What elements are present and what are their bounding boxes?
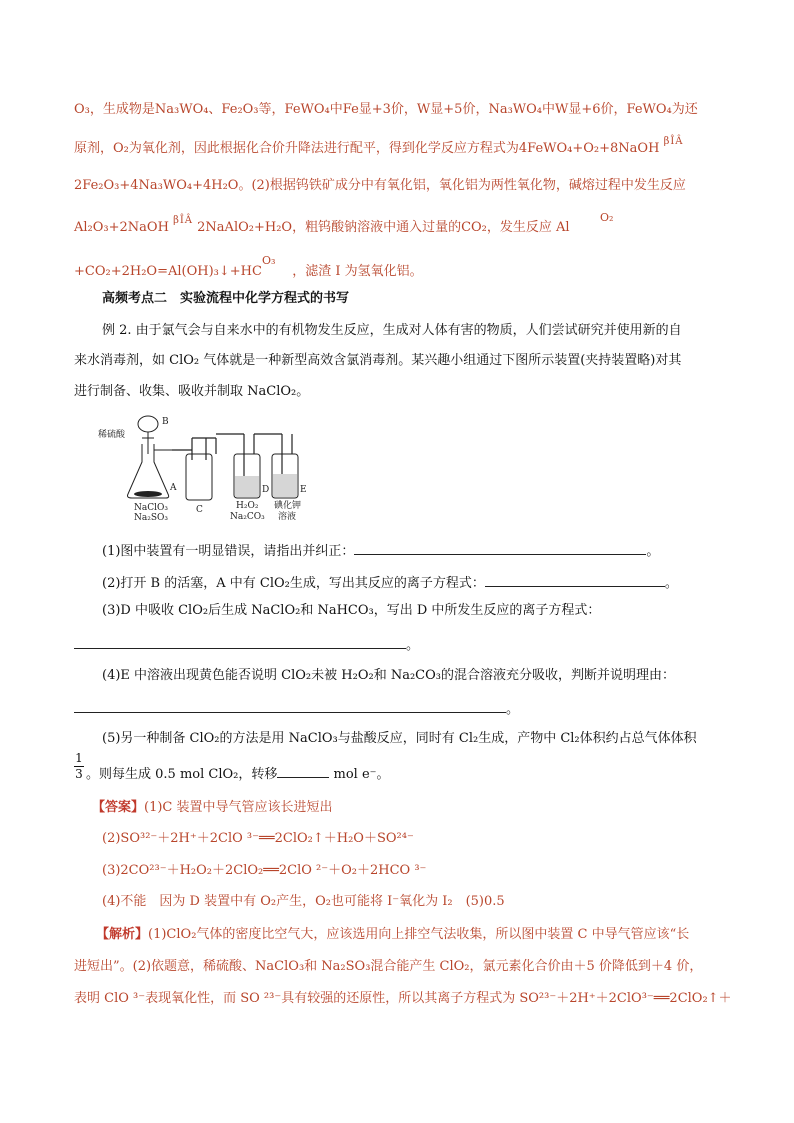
label-e: E [300, 485, 307, 495]
example-line-3: 进行制备、收集、吸收并制取 NaClO₂。 [74, 384, 310, 399]
analysis-line-2: 进短出”。(2)依题意，稀硫酸、NaClO₃和 Na₂SO₃混合能产生 ClO₂，氯元素化合价由＋5 价降低到＋4 价， [74, 959, 703, 974]
answer-blank-1[interactable] [354, 540, 646, 555]
example-line-2: 来水消毒剂，如 ClO₂ 气体就是一种新型高效含氯消毒剂。某兴趣小组通过下图所示装置(夹持装置略)对其 [74, 353, 682, 368]
label-d-reagent-2: Na₂CO₃ [230, 512, 265, 522]
liquid-e [273, 474, 297, 497]
prev-line-2 [74, 136, 684, 159]
solid-reagent [134, 491, 162, 497]
fraction-denominator: 3 [75, 767, 83, 781]
label-a: A [170, 483, 177, 493]
label-dilute-acid: 稀硫酸 [98, 430, 126, 440]
question-2: (2)打开 B 的活塞，A 中有 ClO₂生成，写出其反应的离子方程式： 。 [102, 572, 678, 593]
apparatus-diagram [96, 410, 316, 522]
answer-3: (3)2CO²³⁻＋H₂O₂＋2ClO₂══2ClO ²⁻＋O₂＋2HCO ³⁻ [102, 863, 427, 878]
answer-blank-2[interactable] [485, 572, 665, 587]
prev-line-2-text: 原剂，O₂为氧化剂，因此根据化合价升降法进行配平，得到化学反应方程式为4FeWO₄+O₂+8NaOH [74, 141, 660, 156]
fraction-one-third [74, 752, 84, 781]
question-4: (4)E 中溶液出现黄色能否说明 ClO₂未被 H₂O₂和 Na₂CO₃的混合溶液充分吸收，判断并说明理由： [102, 668, 675, 683]
question-5-line-2 [86, 763, 390, 784]
answer-blank-5[interactable] [277, 763, 329, 778]
question-5-unit: mol e⁻。 [333, 767, 390, 782]
question-1-text: (1)图中装置有一明显错误，请指出并纠正： [102, 544, 355, 559]
label-e-reagent-1: 碘化钾 [274, 501, 302, 511]
prev-line-5b: ，滤渣 I 为氢氧化铝。 [292, 264, 423, 279]
liquid-d [235, 476, 259, 497]
label-d: D [262, 485, 270, 495]
prev-line-1: O₃，生成物是Na₃WO₄、Fe₂O₃等，FeWO₄中Fe显+3价，W显+5价，Na₃WO₄中W显+6价，FeWO₄为还 [74, 102, 698, 117]
reaction-condition: βÎÂ [663, 136, 684, 147]
question-3-answer-line: 。 [74, 634, 419, 655]
reaction-condition: βÎÂ [173, 215, 194, 226]
example-line-1: 例 2. 由于氯气会与自来水中的有机物发生反应，生成对人体有害的物质，人们尝试研究并使用新的自 [102, 323, 682, 338]
answer-4: (4)不能 因为 D 装置中有 O₂产生，O₂也可能将 I⁻氧化为 I₂ (5)0.5 [102, 894, 505, 909]
label-e-reagent-2: 溶液 [278, 512, 297, 522]
question-4-answer-line: 。 [74, 698, 519, 719]
prev-line-4b: 2NaAlO₂+H₂O，粗钨酸钠溶液中通入过量的CO₂，发生反应 Al [197, 220, 570, 235]
fraction-numerator: 1 [75, 751, 83, 765]
label-b: B [162, 417, 169, 427]
analysis-tag: 【解析】 [96, 927, 149, 942]
superscript-o2: O₂ [600, 211, 614, 224]
question-5-text: 。则每生成 0.5 mol ClO₂，转移 [86, 767, 278, 782]
analysis-line-3: 表明 ClO ³⁻表现氧化性，而 SO ²³⁻具有较强的还原性，所以其离子方程式为 SO²³⁻＋2H⁺＋2ClO³⁻══2ClO₂↑＋ [74, 991, 732, 1006]
answer-blank-4[interactable] [74, 698, 506, 713]
prev-line-5 [74, 263, 423, 281]
answer-blank-3[interactable] [74, 634, 406, 649]
prev-line-5a: +CO₂+2H₂O=Al(OH)₃↓+HC [74, 264, 262, 279]
question-1: (1)图中装置有一明显错误，请指出并纠正： 。 [102, 540, 659, 561]
section-title: 高频考点二 实验流程中化学方程式的书写 [102, 291, 350, 306]
prev-line-3: 2Fe₂O₃+4Na₃WO₄+4H₂O。(2)根据钨铁矿成分中有氧化铝，氧化铝为两性氧化物，碱熔过程中发生反应 [74, 178, 686, 193]
label-c: C [196, 505, 203, 515]
flask-a [128, 444, 173, 498]
question-5-line-1: (5)另一种制备 ClO₂的方法是用 NaClO₃与盐酸反应，同时有 Cl₂生成，产物中 Cl₂体积约占总气体体积 [102, 731, 697, 746]
analysis-text-1: (1)ClO₂气体的密度比空气大，应该选用向上排空气法收集，所以图中装置 C 中导气管应该“长 [148, 927, 690, 942]
answer-line-1 [92, 799, 333, 817]
analysis-line-1 [96, 926, 689, 944]
answer-1: (1)C 装置中导气管应该长进短出 [144, 800, 333, 815]
label-a-reagent-1: NaClO₃ [134, 503, 168, 513]
separatory-funnel [138, 416, 158, 454]
question-3: (3)D 中吸收 ClO₂后生成 NaClO₂和 NaHCO₃，写出 D 中所发生反应的离子方程式： [102, 603, 601, 618]
label-d-reagent-1: H₂O₂ [236, 501, 259, 511]
prev-line-4a: Al₂O₃+2NaOH [74, 220, 169, 235]
label-a-reagent-2: Na₂SO₃ [134, 513, 169, 522]
answer-2: (2)SO³²⁻＋2H⁺＋2ClO ³⁻══2ClO₂↑＋H₂O＋SO²⁴⁻ [102, 831, 414, 846]
answer-tag: 【答案】 [92, 800, 145, 815]
prev-line-4 [74, 215, 570, 238]
question-2-text: (2)打开 B 的活塞，A 中有 ClO₂生成，写出其反应的离子方程式： [102, 576, 485, 591]
bottle-c [186, 454, 212, 500]
superscript-o3: O₃ [262, 254, 276, 267]
